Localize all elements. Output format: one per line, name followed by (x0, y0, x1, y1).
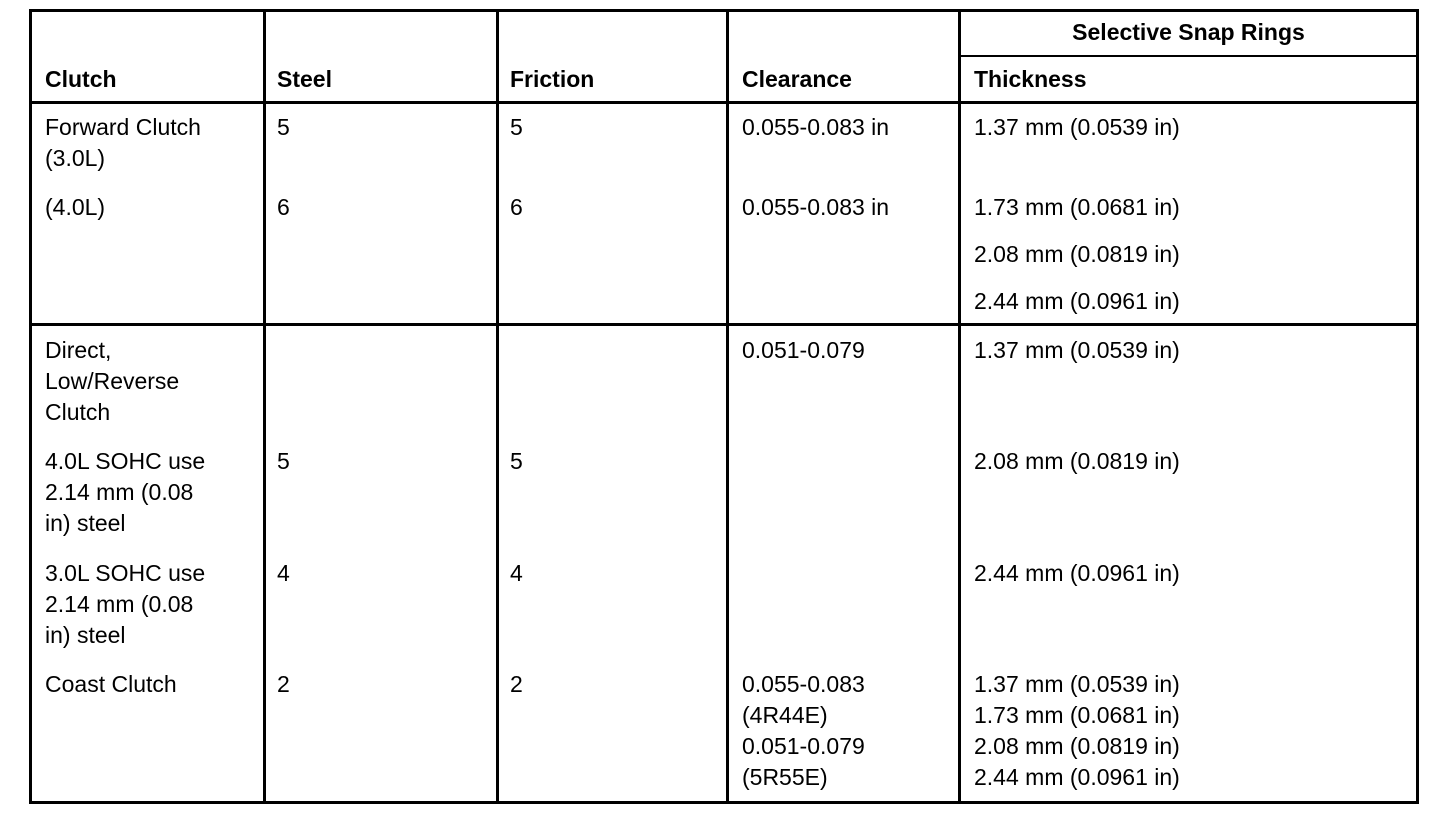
header-clearance: Clearance (742, 66, 852, 92)
direct-clutch-thickness: 1.37 mm (0.0539 in) (974, 337, 1180, 363)
header-friction: Friction (510, 66, 595, 92)
forward-clutch-4-0l-thickness-2: 2.08 mm (0.0819 in) (974, 241, 1180, 267)
sohc-4-0l-thickness: 2.08 mm (0.0819 in) (974, 448, 1180, 474)
coast-clutch-label: Coast Clutch (45, 671, 177, 697)
forward-clutch-4-0l-clearance: 0.055-0.083 in (742, 194, 890, 220)
column-divider-clearance (726, 9, 729, 804)
sohc-4-0l-friction: 5 (510, 448, 523, 474)
header-selective-snap-rings: Selective Snap Rings (1072, 19, 1305, 45)
forward-clutch-4-0l-thickness-3: 2.44 mm (0.0961 in) (974, 288, 1180, 314)
sohc-3-0l-friction: 4 (510, 560, 523, 586)
group-divider-rule (29, 323, 1419, 326)
header-steel: Steel (277, 66, 332, 92)
sohc-3-0l-steel: 4 (277, 560, 290, 586)
coast-clutch-friction: 2 (510, 671, 523, 697)
header-clutch: Clutch (45, 66, 117, 92)
header-thickness: Thickness (974, 66, 1087, 92)
forward-clutch-4-0l-friction: 6 (510, 194, 523, 220)
direct-clutch-label: Direct, Low/Reverse Clutch (45, 337, 180, 425)
column-divider-steel (263, 9, 266, 804)
clutch-spec-table (29, 9, 1419, 804)
forward-clutch-friction: 5 (510, 114, 523, 140)
forward-clutch-4-0l-label: (4.0L) (45, 194, 106, 220)
column-divider-friction (496, 9, 499, 804)
coast-clutch-steel: 2 (277, 671, 290, 697)
direct-clutch-clearance: 0.051-0.079 (742, 337, 865, 363)
sohc-3-0l-thickness: 2.44 mm (0.0961 in) (974, 560, 1180, 586)
coast-clutch-thickness: 1.37 mm (0.0539 in) 1.73 mm (0.0681 in) 2.08 mm (0.0819 in) 2.44 mm (0.0961 in) (974, 671, 1180, 790)
sohc-4-0l-steel: 5 (277, 448, 290, 474)
forward-clutch-4-0l-steel: 6 (277, 194, 290, 220)
coast-clutch-clearance: 0.055-0.083 (4R44E) 0.051-0.079 (5R55E) (742, 671, 865, 790)
column-divider-thickness (958, 9, 961, 804)
forward-clutch-thickness: 1.37 mm (0.0539 in) (974, 114, 1180, 140)
sohc-4-0l-label: 4.0L SOHC use 2.14 mm (0.08 in) steel (45, 448, 206, 536)
header-bottom-rule (29, 101, 1419, 104)
forward-clutch-label: Forward Clutch (3.0L) (45, 114, 201, 171)
forward-clutch-4-0l-thickness-1: 1.73 mm (0.0681 in) (974, 194, 1180, 220)
forward-clutch-clearance: 0.055-0.083 in (742, 114, 890, 140)
forward-clutch-steel: 5 (277, 114, 290, 140)
sohc-3-0l-label: 3.0L SOHC use 2.14 mm (0.08 in) steel (45, 560, 206, 648)
snap-rings-subheader-rule (958, 55, 1419, 57)
